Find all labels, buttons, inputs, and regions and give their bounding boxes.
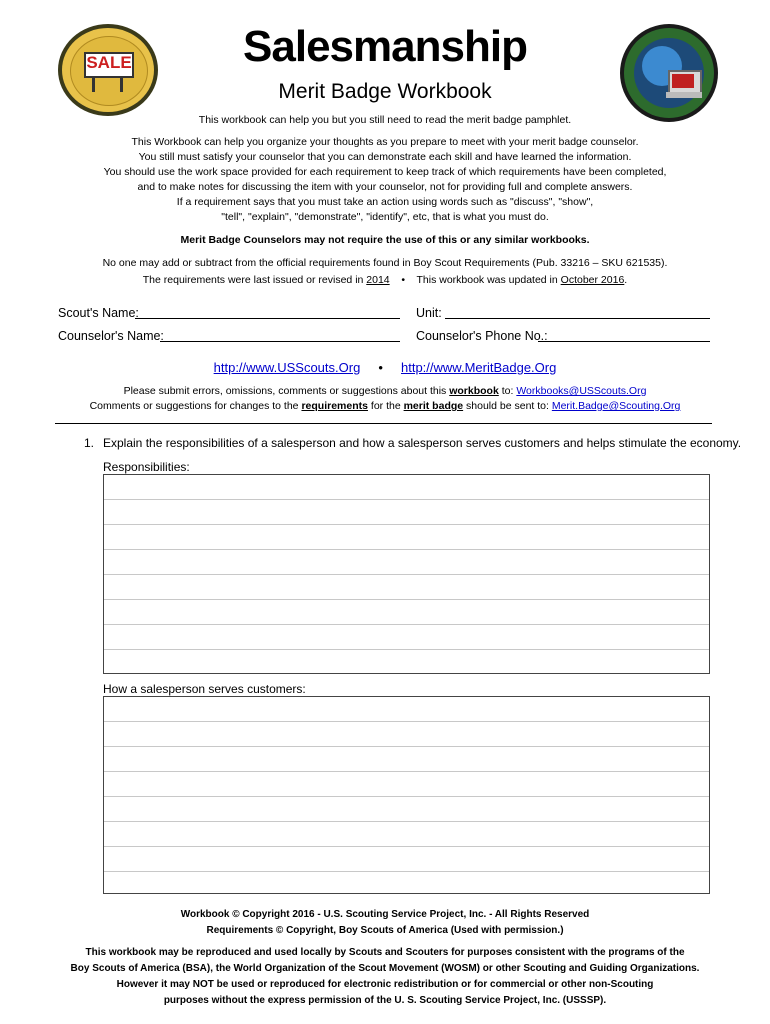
updated-suffix: . — [624, 274, 628, 286]
revision-line — [0, 273, 770, 288]
submit-text: for the — [367, 400, 404, 412]
submit-text: Please submit errors, omissions, comments or suggestions about this — [123, 385, 450, 397]
responsibilities-label: Responsibilities: — [103, 460, 190, 474]
revised-prefix: The requirements were last issued or revised in — [142, 274, 367, 286]
intro-paragraph-line: "tell", "explain", "demonstrate", "identify", etc, that is what you must do. — [221, 211, 549, 223]
scout-name-label: Scout's Name: — [58, 306, 139, 320]
counselor-phone-label: Counselor's Phone No.: — [416, 329, 548, 343]
revised-year: 2014 — [366, 274, 390, 286]
workbook-emphasis: workbook — [449, 385, 499, 397]
intro-paragraph-line: You should use the work space provided for each requirement to keep track of which requirements have been completed, — [103, 166, 667, 178]
submit-line-1 — [0, 384, 770, 399]
unit-field[interactable] — [445, 304, 710, 319]
counselor-phone-field[interactable] — [538, 327, 710, 342]
counselor-name-label: Counselor's Name: — [58, 329, 164, 343]
merit-badge-emphasis: merit badge — [403, 400, 464, 412]
usscouts-link[interactable]: http://www.USScouts.Org — [213, 360, 361, 375]
footer-usage-line: However it may NOT be used or reproduced for electronic redistribution or for commercial or other non-Scouting — [116, 979, 654, 990]
intro-paragraph-line: If a requirement says that you must take an action using words such as "discuss", "show", — [176, 196, 594, 208]
page-title: Salesmanship — [243, 22, 527, 71]
footer-copyright: Workbook © Copyright 2016 - U.S. Scouting Service Project, Inc. - All Rights Reserved — [180, 909, 590, 920]
requirement-text: Explain the responsibilities of a salesperson and how a salesperson serves customers and helps stimulate the economy. — [103, 436, 742, 450]
scout-name-field[interactable] — [135, 304, 400, 319]
responsibilities-answer-box[interactable] — [103, 474, 710, 674]
footer-usage-line: purposes without the express permission of the U. S. Scouting Service Project, Inc. (USSSP). — [163, 995, 607, 1006]
serves-customers-label: How a salesperson serves customers: — [103, 682, 306, 696]
intro-paragraph-line: and to make notes for discussing the item with your counselor, not for providing full and complete answers. — [137, 181, 633, 193]
footer-usage-line: This workbook may be reproduced and used locally by Scouts and Scouters for purposes consistent with the programs of the — [85, 947, 685, 958]
updated-date: October 2016 — [560, 274, 625, 286]
links-row — [0, 360, 770, 375]
submit-text: should be sent to: — [463, 400, 552, 412]
intro-line: This workbook can help you but you still need to read the merit badge pamphlet. — [198, 114, 572, 126]
workbooks-email-link[interactable]: Workbooks@USScouts.Org — [516, 385, 647, 397]
requirements-source: No one may add or subtract from the official requirements found in Boy Scout Requirements (Pub. 33216 – SKU 621535). — [102, 257, 668, 269]
intro-paragraph-line: You still must satisfy your counselor that you can demonstrate each skill and have learned the information. — [138, 151, 632, 163]
sale-badge-text: SALE — [86, 53, 132, 72]
section-divider — [55, 423, 712, 424]
merit-badge-email-link[interactable]: Merit.Badge@Scouting.Org — [551, 400, 681, 412]
serves-customers-answer-box[interactable] — [103, 696, 710, 894]
footer — [0, 907, 770, 1009]
page-subtitle: Merit Badge Workbook — [278, 80, 492, 103]
meritbadge-link[interactable]: http://www.MeritBadge.Org — [401, 360, 557, 375]
submit-text: Comments or suggestions for changes to the — [89, 400, 302, 412]
updated-prefix: This workbook was updated in — [416, 274, 561, 286]
footer-requirements-copyright: Requirements © Copyright, Boy Scouts of America (Used with permission.) — [206, 925, 564, 936]
footer-usage-line: Boy Scouts of America (BSA), the World Organization of the Scout Movement (WOSM) or other Scouting and Guiding Organizations. — [70, 963, 700, 974]
submit-text: to: — [498, 385, 517, 397]
intro-paragraph — [0, 135, 770, 225]
submit-line-2 — [0, 399, 770, 414]
requirements-emphasis: requirements — [301, 400, 368, 412]
unit-label: Unit: — [416, 306, 442, 320]
counselor-note: Merit Badge Counselors may not require the use of this or any similar workbooks. — [180, 234, 590, 246]
intro-paragraph-line: This Workbook can help you organize your thoughts as you prepare to meet with your merit badge counselor. — [131, 136, 639, 148]
requirement-number: 1. — [84, 436, 95, 450]
counselor-name-field[interactable] — [160, 327, 400, 342]
bullet: • — [401, 274, 405, 286]
link-bullet: • — [378, 360, 383, 375]
